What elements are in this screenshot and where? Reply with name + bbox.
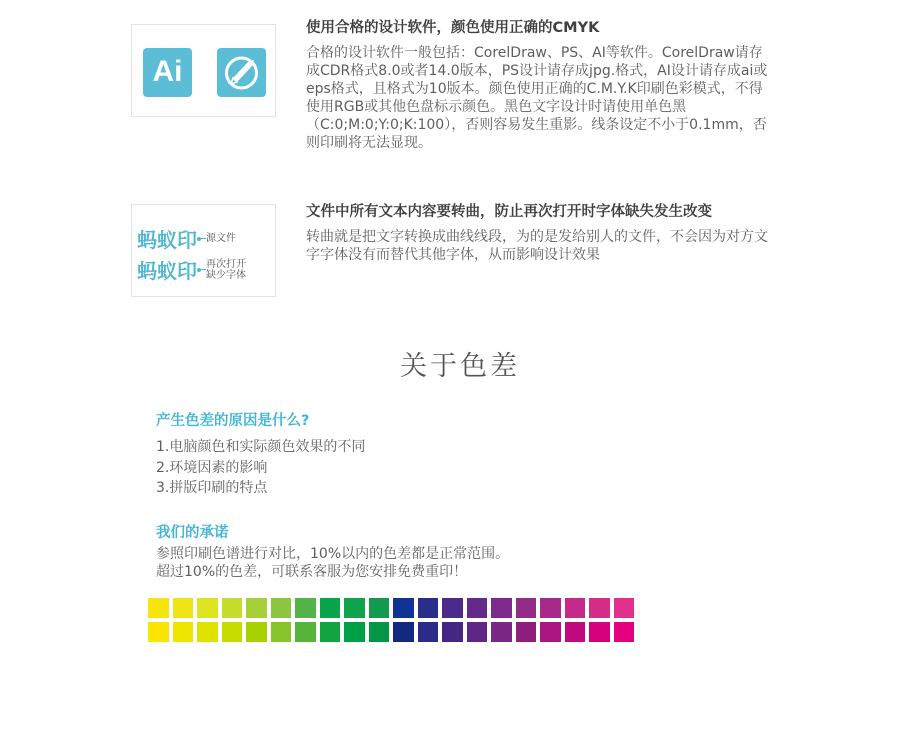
color-swatch: [614, 622, 635, 642]
swatch-row-top: [148, 598, 634, 618]
cause-title: 产生色差的原因是什么?: [156, 413, 310, 429]
software-icons-card: [131, 24, 276, 117]
color-swatch: [271, 598, 292, 618]
coreldraw-icon: [217, 48, 266, 97]
brand-text-fallback: 蚂蚁印: [137, 259, 197, 283]
color-swatch: [222, 598, 243, 618]
color-swatch: [295, 622, 316, 642]
color-swatch: [491, 622, 512, 642]
note-missing-font-line2: 缺少字体: [206, 269, 246, 281]
promise-title: 我们的承诺: [156, 525, 229, 541]
list-item: 2.环境因素的影响: [156, 459, 268, 476]
color-difference-heading: 关于色差: [400, 351, 520, 382]
color-swatch: [589, 598, 610, 618]
promise-text: [156, 545, 509, 581]
color-swatch: [173, 598, 194, 618]
color-swatch: [344, 622, 365, 642]
color-swatch: [467, 622, 488, 642]
color-swatch: [197, 598, 218, 618]
color-swatch: [418, 598, 439, 618]
color-swatch: [246, 622, 267, 642]
note-source-file: 源文件: [206, 233, 236, 244]
text-outline-example-card: [131, 204, 276, 297]
color-swatch: [222, 622, 243, 642]
color-swatch: [516, 622, 537, 642]
list-item: 3.拼版印刷的特点: [156, 480, 268, 496]
note-missing-font-line1: 再次打开: [206, 258, 246, 270]
color-swatch: [148, 622, 169, 642]
list-item: 1.电脑颜色和实际颜色效果的不同: [156, 439, 366, 455]
illustrator-icon: [143, 48, 192, 97]
example-row-missing-font: [137, 255, 246, 284]
color-swatch: [540, 622, 561, 642]
color-swatch: [565, 622, 586, 642]
color-swatch: [246, 598, 267, 618]
illustrator-icon-label: Ai: [152, 55, 183, 88]
color-swatch: [467, 598, 488, 618]
color-swatch: [369, 622, 390, 642]
section-title-software: 使用合格的设计软件，颜色使用正确的CMYK: [306, 20, 600, 36]
color-swatch: [197, 622, 218, 642]
color-swatch: [271, 622, 292, 642]
color-swatch: [589, 622, 610, 642]
promise-line-1: 参照印刷色谱进行对比，10%以内的色差都是正常范围。: [156, 546, 510, 562]
promise-line-2: 超过10%的色差，可联系客服为您安排免费重印！: [156, 564, 468, 580]
color-swatch: [442, 622, 463, 642]
color-swatch: [516, 598, 537, 618]
section-body-software: 合格的设计软件一般包括：CorelDraw、PS、AI等软件。CorelDraw请存成CDR格式8.0或者14.0版本，PS设计请存成jpg.格式，AI设计请存成ai或eps格式，且格式为10版本。颜色使用正确的C.M.Y.K印刷色彩模式，不得使用RGB或其他色盘标示颜色。黑色文字设计时请使用单色黑（C:0;M:0;Y:0;K:100），否则容易发生重影。线条设定不小于0.1mm，否则印刷将无法显现。: [306, 45, 768, 151]
color-swatch: [295, 598, 316, 618]
color-swatch-chart: [148, 598, 634, 646]
brand-text-outlined: 蚂蚁印: [137, 228, 197, 252]
color-swatch: [442, 598, 463, 618]
color-swatch: [393, 622, 414, 642]
color-swatch: [320, 622, 341, 642]
section-body-outline: 转曲就是把文字转换成曲线线段，为的是发给别人的文件，不会因为对方文字字体没有而替代其他字体，从而影响设计效果: [306, 229, 768, 263]
color-swatch: [320, 598, 341, 618]
color-swatch: [614, 598, 635, 618]
color-swatch: [173, 622, 194, 642]
swatch-row-bottom: [148, 622, 634, 642]
color-swatch: [344, 598, 365, 618]
color-swatch: [491, 598, 512, 618]
color-swatch: [540, 598, 561, 618]
note-missing-font: [206, 259, 246, 281]
example-row-source: [137, 224, 236, 253]
color-swatch: [148, 598, 169, 618]
color-swatch: [369, 598, 390, 618]
color-swatch: [565, 598, 586, 618]
color-swatch: [418, 622, 439, 642]
section-title-outline: 文件中所有文本内容要转曲，防止再次打开时字体缺失发生改变: [306, 204, 712, 220]
cause-list: [156, 437, 365, 499]
color-swatch: [393, 598, 414, 618]
